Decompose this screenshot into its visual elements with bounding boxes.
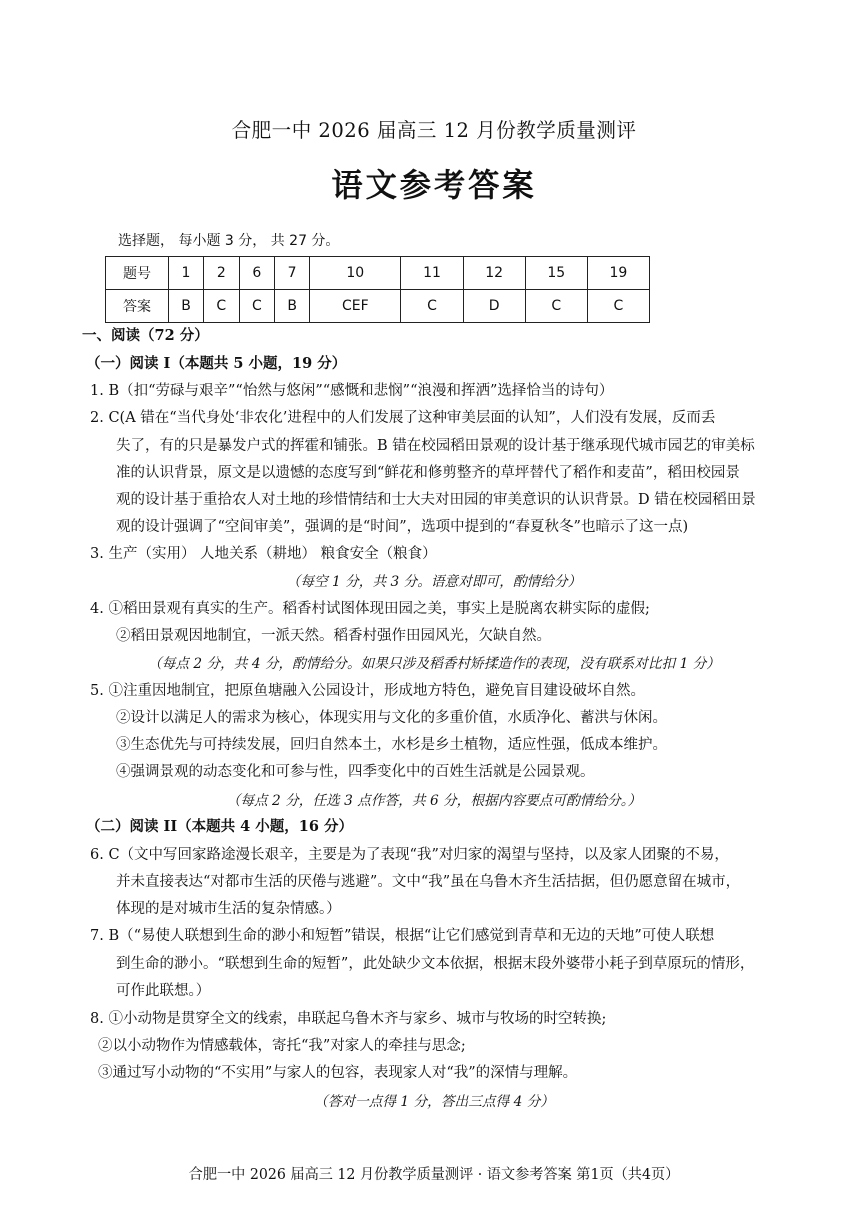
scoring-note: （每点 2 分，任选 3 点作答，共 6 分，根据内容要点可酌情给分。） (226, 793, 642, 809)
exam-title: 合肥一中 2026 届高三 12 月份教学质量测评 (231, 118, 637, 142)
table-cell: 15 (525, 257, 587, 290)
choice-section-intro: 选择题， 每小题 3 分， 共 27 分。 (118, 233, 340, 249)
table-cell: B (275, 290, 310, 323)
scoring-note: （答对一点得 1 分，答出三点得 4 分） (314, 1094, 554, 1110)
table-cell: C (525, 290, 587, 323)
answer-line: ④强调景观的动态变化和可参与性，四季变化中的百姓生活就是公园景观。 (116, 764, 595, 780)
table-cell: B (169, 290, 204, 323)
page-footer: 合肥一中 2026 届高三 12 月份教学质量测评 · 语文参考答案 第1页（共4页） (188, 1167, 680, 1183)
answer-line: ②设计以满足人的需求为核心，体现实用与文化的多重价值，水质净化、蓄洪与休闲。 (116, 710, 667, 726)
subsection-heading: （二）阅读 II（本题共 4 小题，16 分） (86, 818, 354, 835)
table-cell: 11 (401, 257, 463, 290)
table-cell: 19 (587, 257, 649, 290)
table-cell: 7 (275, 257, 310, 290)
answer-line: 到生命的渺小。“联想到生命的短暂”，此处缺少文本依据，根据末段外婆带小耗子到草原玩的情形， (116, 956, 755, 972)
answer-table (105, 256, 650, 323)
answer-line: ②稻田景观因地制宜，一派天然。稻香村强作田园风光，欠缺自然。 (116, 628, 551, 644)
scoring-note: （每点 2 分，共 4 分，酌情给分。如果只涉及稻香村矫揉造作的表现，没有联系对比扣 1 分） (148, 656, 720, 672)
answer-line: 观的设计基于重拾农人对土地的珍惜情结和士大夫对田园的审美意识的认识背景。D 错在校园稻田景 (116, 492, 756, 508)
answer-row (106, 290, 650, 323)
row-header-number: 题号 (106, 257, 169, 290)
answer-line: ②以小动物作为情感载体，寄托“我”对家人的牵挂与思念; (98, 1038, 466, 1054)
table-cell: 12 (463, 257, 525, 290)
table-cell: 1 (169, 257, 204, 290)
table-cell: 2 (204, 257, 240, 290)
table-cell: 6 (239, 257, 275, 290)
answer-line: 并未直接表达“对都市生活的厌倦与逃避”。文中“我”虽在乌鲁木齐生活拮据，但仍愿意留在城市， (116, 874, 741, 890)
answer-line: ③生态优先与可持续发展，回归自然本土，水杉是乡土植物，适应性强，低成本维护。 (116, 737, 667, 753)
answer-line: 观的设计强调了“空间审美”，强调的是“时间”，选项中提到的“春夏秋冬”也暗示了这一点) (116, 519, 689, 535)
answer-line: 可作此联想。） (116, 983, 211, 999)
answer-line: 3. 生产（实用） 人地关系（耕地） 粮食安全（粮食） (90, 546, 437, 562)
section-heading: 一、阅读（72 分） (82, 327, 209, 344)
answer-line: 8. ①小动物是贯穿全文的线索，串联起乌鲁木齐与家乡、城市与牧场的时空转换; (90, 1011, 607, 1027)
answer-line: ③通过写小动物的“不实用”与家人的包容，表现家人对“我”的深情与理解。 (98, 1065, 578, 1081)
subsection-heading: （一）阅读 I（本题共 5 小题，19 分） (86, 355, 347, 372)
row-header-answer: 答案 (106, 290, 169, 323)
table-cell: C (239, 290, 275, 323)
answer-line: 6. C（文中写回家路途漫长艰辛，主要是为了表现“我”对归家的渴望与坚持，以及家人团聚的不易， (90, 847, 729, 863)
answer-line: 准的认识背景，原文是以遗憾的态度写到“鲜花和修剪整齐的草坪替代了稻作和麦苗”，稻田校园景 (116, 465, 740, 481)
table-cell: CEF (310, 290, 401, 323)
answer-line: 1. B（扣“劳碌与艰辛”“怡然与悠闲”“感慨和悲悯”“浪漫和挥洒”选择恰当的诗句） (90, 383, 614, 399)
table-cell: C (587, 290, 649, 323)
table-cell: C (204, 290, 240, 323)
answer-line: 4. ①稻田景观有真实的生产。稻香村试图体现田园之美，事实上是脱离农耕实际的虚假; (90, 601, 650, 617)
answer-line: 体现的是对城市生活的复杂情感。） (116, 901, 341, 917)
table-cell: C (401, 290, 463, 323)
scoring-note: （每空 1 分，共 3 分。语意对即可，酌情给分） (286, 574, 582, 590)
question-number-row (106, 257, 650, 290)
document-title: 语文参考答案 (331, 166, 537, 204)
table-cell: D (463, 290, 525, 323)
answer-line: 失了，有的只是暴发户式的挥霍和铺张。B 错在校园稻田景观的设计基于继承现代城市园艺的审美标 (116, 438, 755, 454)
answer-line: 7. B（“易使人联想到生命的渺小和短暂”错误，根据“让它们感觉到青草和无边的天地”可使人联想 (90, 928, 715, 944)
answer-line: 2. C(A 错在“当代身处‘非农化’进程中的人们发展了这种审美层面的认知”，人们没有发展，反而丢 (90, 410, 716, 426)
table-cell: 10 (310, 257, 401, 290)
answer-line: 5. ①注重因地制宜，把原鱼塘融入公园设计，形成地方特色，避免盲目建设破坏自然。 (90, 683, 645, 699)
